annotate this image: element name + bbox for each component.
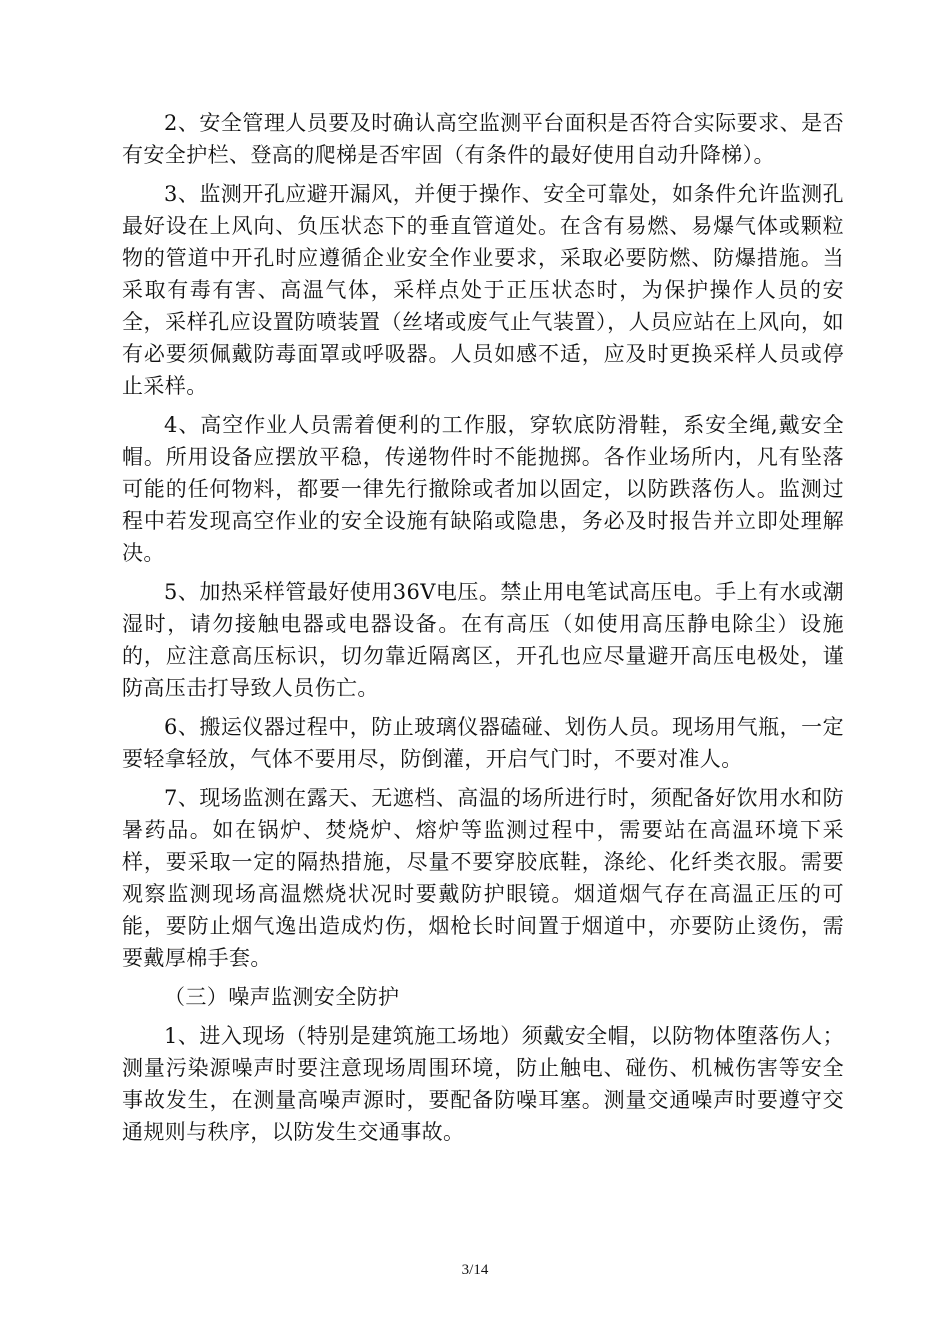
paragraph-item-5: 5、加热采样管最好使用36V电压。禁止用电笔试高压电。手上有水或潮湿时，请勿接触电器或电器设备。在有高压（如使用高压静电除尘）设施的，应注意高压标识，切勿靠近隔离区，开孔也应尽量避开高压电极处，谨防高压击打导致人员伤亡。: [122, 580, 844, 700]
paragraph-item-6: 6、搬运仪器过程中，防止玻璃仪器磕碰、划伤人员。现场用气瓶，一定要轻拿轻放，气体不要用尽，防倒灌，开启气门时，不要对准人。: [122, 715, 844, 771]
paragraph-item-7: 7、现场监测在露天、无遮档、高温的场所进行时，须配备好饮用水和防暑药品。如在锅炉、焚烧炉、熔炉等监测过程中，需要站在高温环境下采样，要采取一定的隔热措施，尽量不要穿胶底鞋，涤纶、化纤类衣服。需要观察监测现场高温燃烧状况时要戴防护眼镜。烟道烟气存在高温正压的可能，要防止烟气逸出造成灼伤，烟枪长时间置于烟道中，亦要防止烫伤，需要戴厚棉手套。: [122, 786, 844, 970]
paragraph-item-4: 4、高空作业人员需着便利的工作服，穿软底防滑鞋，系安全绳,戴安全帽。所用设备应摆放平稳，传递物件时不能抛掷。各作业场所内，凡有坠落可能的任何物料，都要一律先行撤除或者加以固定，以防跌落伤人。监测过程中若发现高空作业的安全设施有缺陷或隐患，务必及时报告并立即处理解决。: [122, 413, 844, 565]
paragraph-item-3: 3、监测开孔应避开漏风，并便于操作、安全可靠处，如条件允许监测孔最好设在上风向、负压状态下的垂直管道处。在含有易燃、易爆气体或颗粒物的管道中开孔时应遵循企业安全作业要求，采取必要防燃、防爆措施。当采取有毒有害、高温气体，采样点处于正压状态时，为保护操作人员的安全，采样孔应设置防喷装置（丝堵或废气止气装置），人员应站在上风向，如有必要须佩戴防毒面罩或呼吸器。人员如感不适，应及时更换采样人员或停止采样。: [122, 182, 844, 398]
section-heading: （三）噪声监测安全防护: [164, 985, 400, 1009]
page-number: 3/14: [461, 1262, 489, 1278]
document-body: [122, 107, 844, 1155]
noise-paragraph-item-1: 1、进入现场（特别是建筑施工场地）须戴安全帽，以防物体堕落伤人；测量污染源噪声时要注意现场周围环境，防止触电、碰伤、机械伤害等安全事故发生，在测量高噪声源时，要配备防噪耳塞。测量交通噪声时要遵守交通规则与秩序，以防发生交通事故。: [122, 1024, 844, 1144]
paragraph-item-2: 2、安全管理人员要及时确认高空监测平台面积是否符合实际要求、是否有安全护栏、登高的爬梯是否牢固（有条件的最好使用自动升降梯）。: [122, 111, 844, 167]
